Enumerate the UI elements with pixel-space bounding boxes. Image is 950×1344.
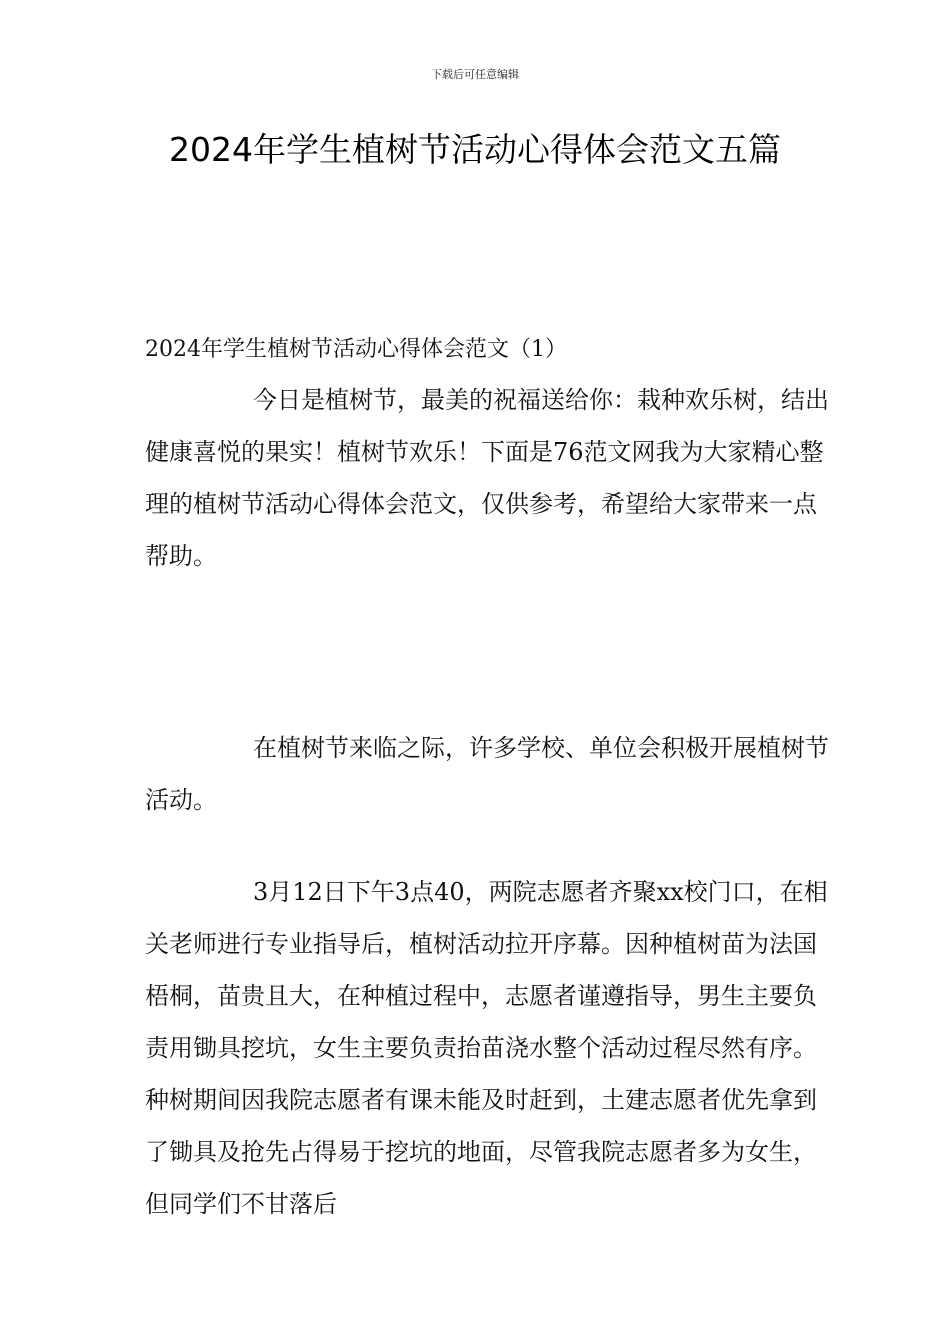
paragraph-intro: 今日是植树节，最美的祝福送给你：栽种欢乐树，结出健康喜悦的果实！植树节欢乐！下面是76范文网我为大家精心整理的植树节活动心得体会范文，仅供参考，希望给大家带来一点帮助。: [145, 386, 829, 570]
section-heading: 2024年学生植树节活动心得体会范文（1）: [145, 337, 567, 362]
header-note: 下载后可任意编辑: [431, 68, 519, 81]
paragraph-activity: 3月12日下午3点40，两院志愿者齐聚xx校门口，在相关老师进行专业指导后，植树活动拉开序幕。因种植树苗为法国梧桐，苗贵且大，在种植过程中，志愿者谨遵指导，男生主要负责用锄具挖坑，女生主要负责抬苗浇水整个活动过程尽然有序。种树期间因我院志愿者有课未能及时赶到，土建志愿者优先拿到了锄具及抢先占得易于挖坑的地面，尽管我院志愿者多为女生，但同学们不甘落后: [145, 878, 828, 1218]
document-title: 2024年学生植树节活动心得体会范文五篇: [169, 130, 781, 169]
paragraph-context: 在植树节来临之际，许多学校、单位会积极开展植树节活动。: [145, 734, 829, 814]
